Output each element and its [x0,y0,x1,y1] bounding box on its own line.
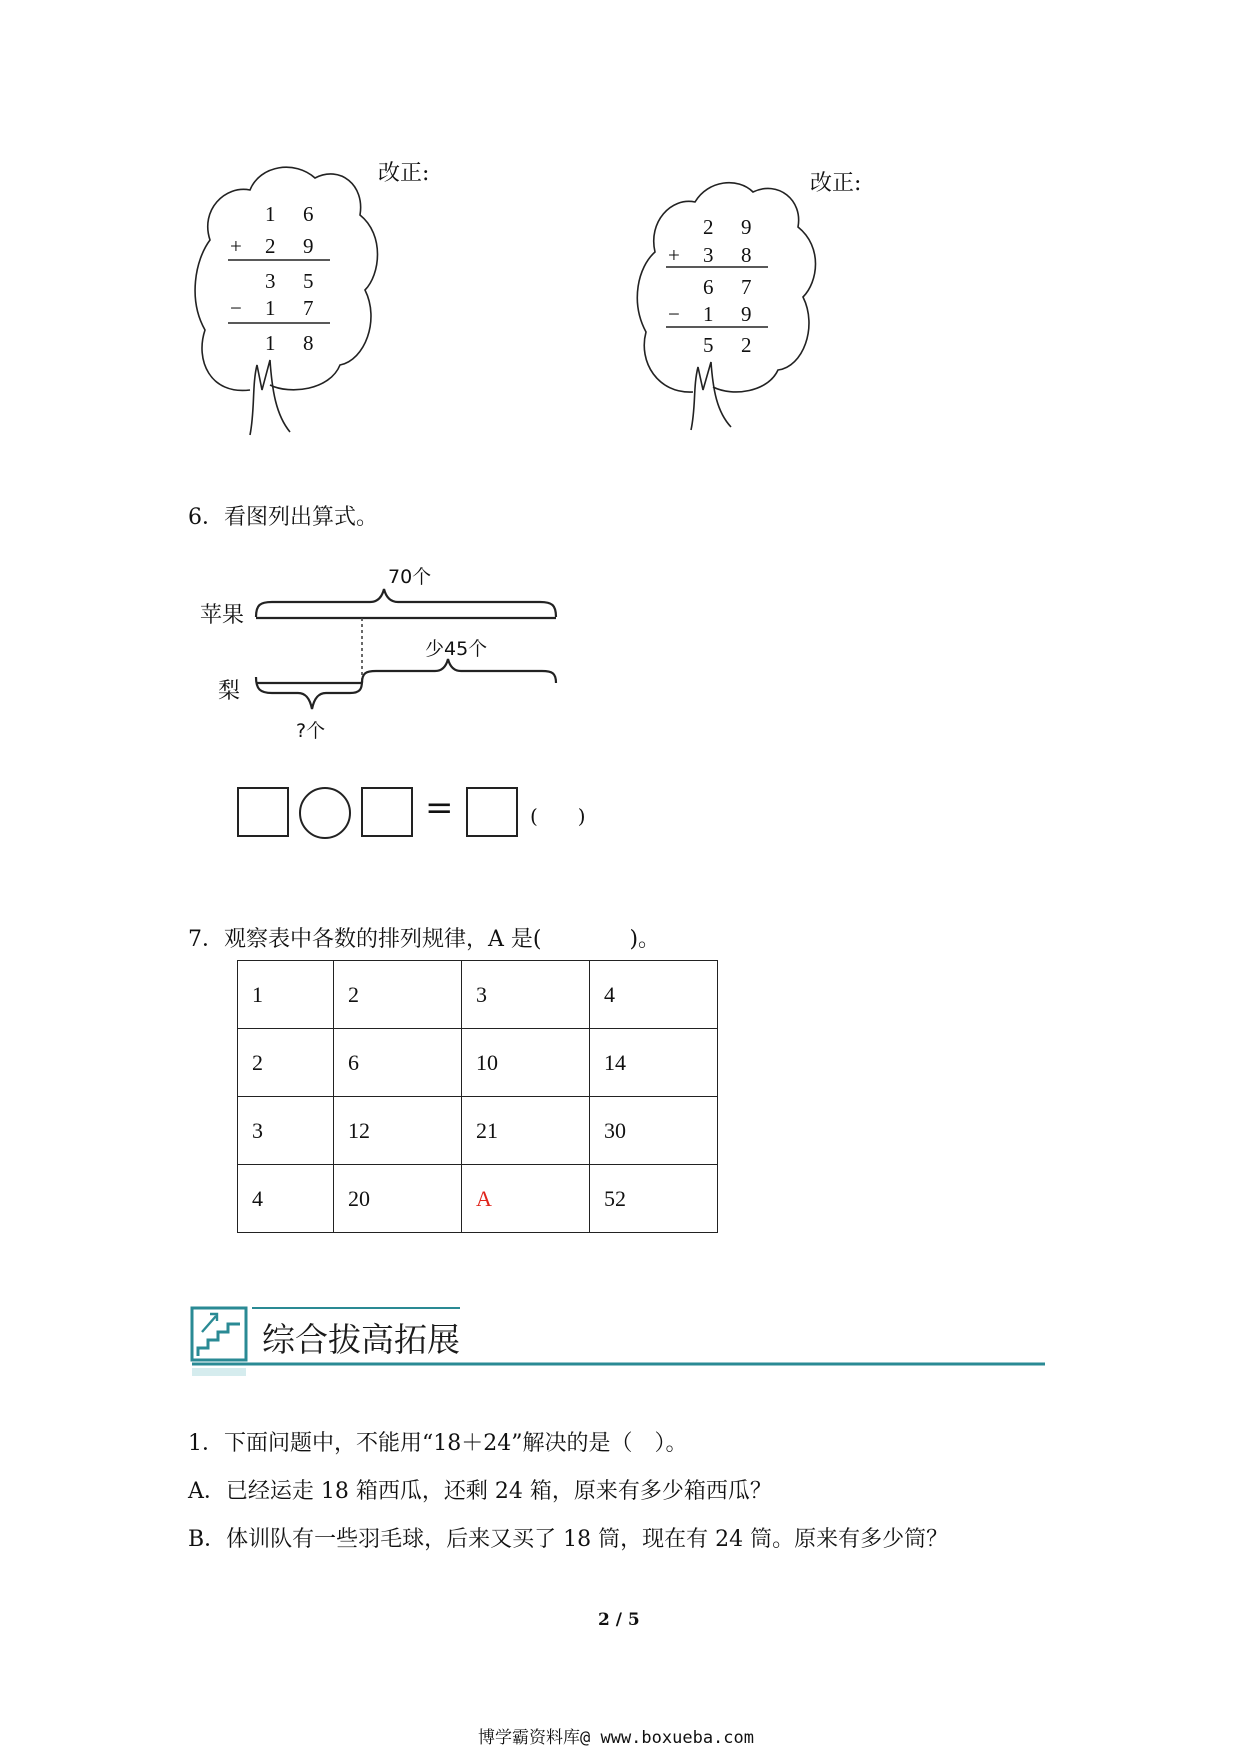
tree-2-r3-ones: 9 [741,302,752,326]
tree-crown-outline-1 [195,167,377,390]
unit-paren[interactable]: ( ) [530,804,586,828]
tree-1-r4-tens: 1 [265,331,276,355]
tree-2-r1-op: + [668,243,680,267]
tree-2-digits [668,215,752,357]
tree-trunk-2 [691,362,731,430]
tree-1-r3-tens: 1 [265,296,276,320]
table-cell: 14 [590,1029,718,1097]
table-cell: 1 [238,961,334,1029]
operator-circle[interactable] [299,787,351,839]
tree-2-r2-ones: 7 [741,275,752,299]
tree-1-r1-op: + [230,234,242,258]
tree-1-r2-tens: 3 [265,269,276,293]
pattern-table [237,960,718,1233]
table-cell: 6 [334,1029,462,1097]
table-cell: 52 [590,1165,718,1233]
table-row [238,961,718,1029]
page-number: 2 / 5 [598,1610,640,1630]
table-cell: 21 [462,1097,590,1165]
table-cell: 10 [462,1029,590,1097]
tree-1-r1-tens: 2 [265,234,276,258]
tree-diagram-1 [190,160,390,450]
table-cell: 3 [238,1097,334,1165]
tree-2-r3-tens: 1 [703,302,714,326]
tree-2-r2-tens: 6 [703,275,714,299]
unknown-brace [256,677,362,709]
tree-1-r3-ones: 7 [303,296,314,320]
tree-2-r1-ones: 8 [741,243,752,267]
answer-box-1[interactable] [237,787,289,837]
apple-brace [256,589,556,617]
tree-1-digits [230,202,314,355]
tree-2-r4-ones: 2 [741,333,752,357]
correction-label-2: 改正: [810,171,862,196]
apple-label: 苹果 [200,603,245,628]
table-row [238,1097,718,1165]
table-cell: 4 [590,961,718,1029]
ext-q1-title: 1．下面问题中，不能用“18＋24”解决的是（ ）。 [188,1431,688,1456]
table-cell-a: A [462,1165,590,1233]
answer-box-2[interactable] [361,787,413,837]
unknown-label: ?个 [296,720,326,742]
tree-2-r0-tens: 2 [703,215,714,239]
tree-crown-outline-2 [637,183,815,392]
table-cell: 2 [334,961,462,1029]
ext-q1-option-a[interactable]: A．已经运走 18 箱西瓜，还剩 24 箱，原来有多少箱西瓜？ [188,1479,772,1504]
table-row [238,1029,718,1097]
less-label: 少45个 [425,638,488,660]
tree-1-r1-ones: 9 [303,234,314,258]
tree-1-r4-ones: 8 [303,331,314,355]
tree-diagram-2 [633,172,833,442]
ext-q1-option-b[interactable]: B．体训队有一些羽毛球，后来又买了 18 筒，现在有 24 筒。原来有多少筒？ [188,1527,949,1552]
less-brace [362,659,556,683]
pear-label: 梨 [218,679,241,704]
correction-label-1: 改正: [378,161,430,186]
table-cell: 20 [334,1165,462,1233]
equals-sign: = [425,788,454,828]
section-title: 综合拔高拓展 [262,1320,460,1359]
tree-1-r2-ones: 5 [303,269,314,293]
table-row [238,1165,718,1233]
tree-2-r0-ones: 9 [741,215,752,239]
tree-2-r1-tens: 3 [703,243,714,267]
answer-box-3[interactable] [466,787,518,837]
q7-title: 7．观察表中各数的排列规律，A 是( )。 [188,927,661,952]
footer-watermark: 博学霸资料库@ www.boxueba.com [478,1728,754,1748]
tree-1-r0-tens: 1 [265,202,276,226]
tree-1-r3-op: − [230,296,242,320]
table-cell: 4 [238,1165,334,1233]
table-cell: 12 [334,1097,462,1165]
table-cell: 2 [238,1029,334,1097]
tree-2-r3-op: − [668,302,680,326]
line-segment-diagram [250,585,570,715]
q6-title: 6．看图列出算式。 [188,505,378,530]
table-cell: 3 [462,961,590,1029]
tree-1-r0-ones: 6 [303,202,314,226]
total-label: 70个 [388,566,432,588]
tree-trunk-1 [250,360,290,435]
tree-2-r4-tens: 5 [703,333,714,357]
table-cell: 30 [590,1097,718,1165]
